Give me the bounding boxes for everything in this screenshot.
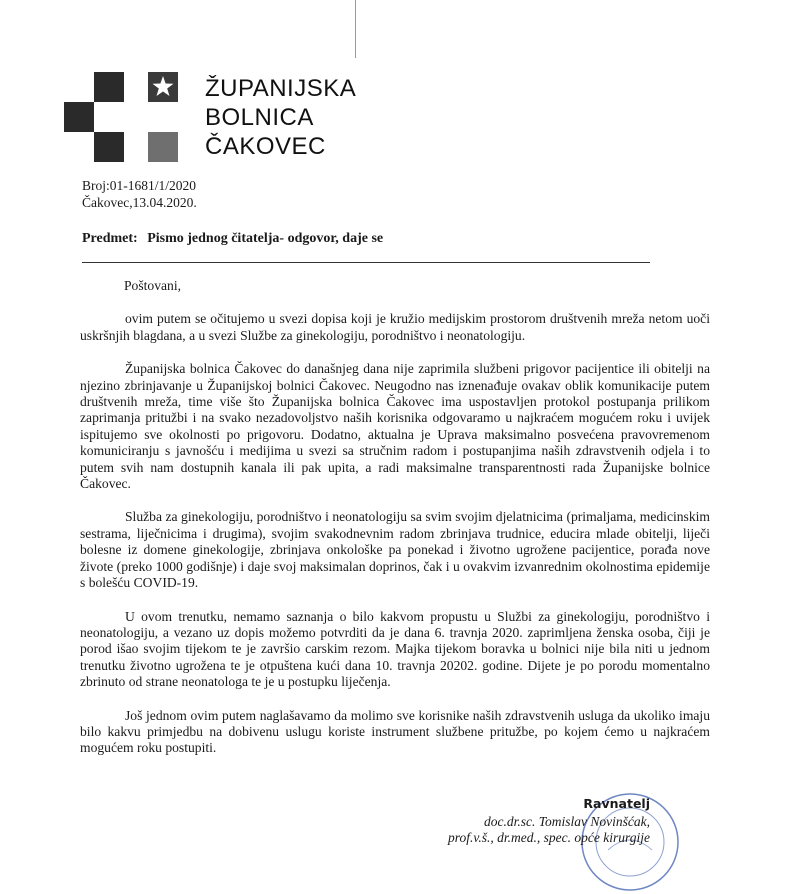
- signature-credentials: prof.v.š., dr.med., spec. opće kirurgije: [448, 830, 650, 845]
- logo-line-2: BOLNICA: [205, 104, 314, 131]
- document-place-date: Čakovec,13.04.2020.: [82, 195, 197, 210]
- document-number: Broj:01-1681/1/2020: [82, 178, 196, 193]
- logo-wordmark: [205, 74, 356, 161]
- paragraph: Služba za ginekologiju, porodništvo i neonatologiju sa svim svojim djelatnicima (primaljama, medicinskim sestrama, liječnicima i drugima), svojim svakodnevnim radom zbrinjava trudnice, educira mlade obitelji, liječi bolesne iz domene ginekologije, zbrinjava onkološke pa ponekad i životno ugrožene pacijentice, porađa nove živote (preko 1000 godišnje) i daje svoj maksimalan doprinos, čak i u ovakvim izvanrednim okolnostima epidemije s bolešću COVID-19.: [80, 509, 710, 591]
- logo-line-1: ŽUPANIJSKA: [205, 75, 357, 102]
- greeting: Poštovani,: [124, 278, 182, 293]
- signature-block: [410, 796, 650, 846]
- logo-square: [64, 102, 94, 132]
- paragraph: U ovom trenutku, nemamo saznanja o bilo kakvom propustu u Službi za ginekologiju, porodništvo i neonatologiju, a vezano uz dopis možemo potvrditi da je dana 6. travnja 2020. zaprimljena ženska osoba, čiji je porod išao svojim tijekom te je završio carskim rezom. Majka tijekom boravka u bolnici nije bila niti u jednom trenutku životno ugrožena te je otpuštena kući dana 10. travnja 20202. godine. Dijete je po porodu momentalno zbrinuto od strane neonatologa te je u postupku liječenja.: [80, 608, 710, 690]
- signature-name: doc.dr.sc. Tomislav Novinšćak,: [484, 814, 650, 829]
- subject-divider: [82, 262, 650, 263]
- paragraph: ovim putem se očitujemo u svezi dopisa koji je kružio medijskim prostorom društvenih mreža netom uoči uskršnjih blagdana, a u svezi Službe za ginekologiju, porodništvo i neonatologiju.: [80, 311, 710, 343]
- logo-square: [94, 132, 124, 162]
- star-icon: [148, 72, 178, 102]
- signature-title: Ravnatelj: [583, 796, 650, 811]
- logo-line-3: ČAKOVEC: [205, 133, 326, 160]
- document-meta: [82, 177, 197, 211]
- paragraph: Još jednom ovim putem naglašavamo da molimo sve korisnike naših zdravstvenih usluga da ukoliko imaju bilo kakvu primjedbu na dobivenu uslugu koriste instrument službene pritužbe, po kojem ćemo u najkraćem mogućem roku postupiti.: [80, 707, 710, 756]
- logo-square: [148, 132, 178, 162]
- subject-text: Pismo jednog čitatelja- odgovor, daje se: [147, 231, 384, 246]
- subject-label: Predmet:: [82, 231, 138, 246]
- paragraph: Županijska bolnica Čakovec do današnjeg dana nije zaprimila službeni prigovor pacijentice ili obitelji na njezino zbrinjavanje u Županijskoj bolnici Čakovec. Neugodno nas iznenađuje ovakav oblik komunikacije putem društvenih mreža, time više što Županijska bolnica Čakovec ima uspostavljen protokol postupanja prilikom zaprimanja pritužbi i na svako nezadovoljstvo naših korisnika odgovaramo u najkraćem mogućem roku i uvijek ispitujemo sve okolnosti po prigovoru. Dodatno, aktualna je Uprava maksimalno posvećena pravovremenom komuniciranju s javnošću i medijima u svezi sa stručnim radom i postupanjima naših zdravstvenih odjela i to putem svih nam dostupnih kanala ili pak upita, a radi maksimalne transparentnosti rada Županijske bolnice Čakovec.: [80, 361, 710, 492]
- letter-body: [80, 278, 710, 774]
- subject-line: [82, 231, 383, 247]
- logo-square: [94, 72, 124, 102]
- fold-mark-line: [355, 0, 356, 58]
